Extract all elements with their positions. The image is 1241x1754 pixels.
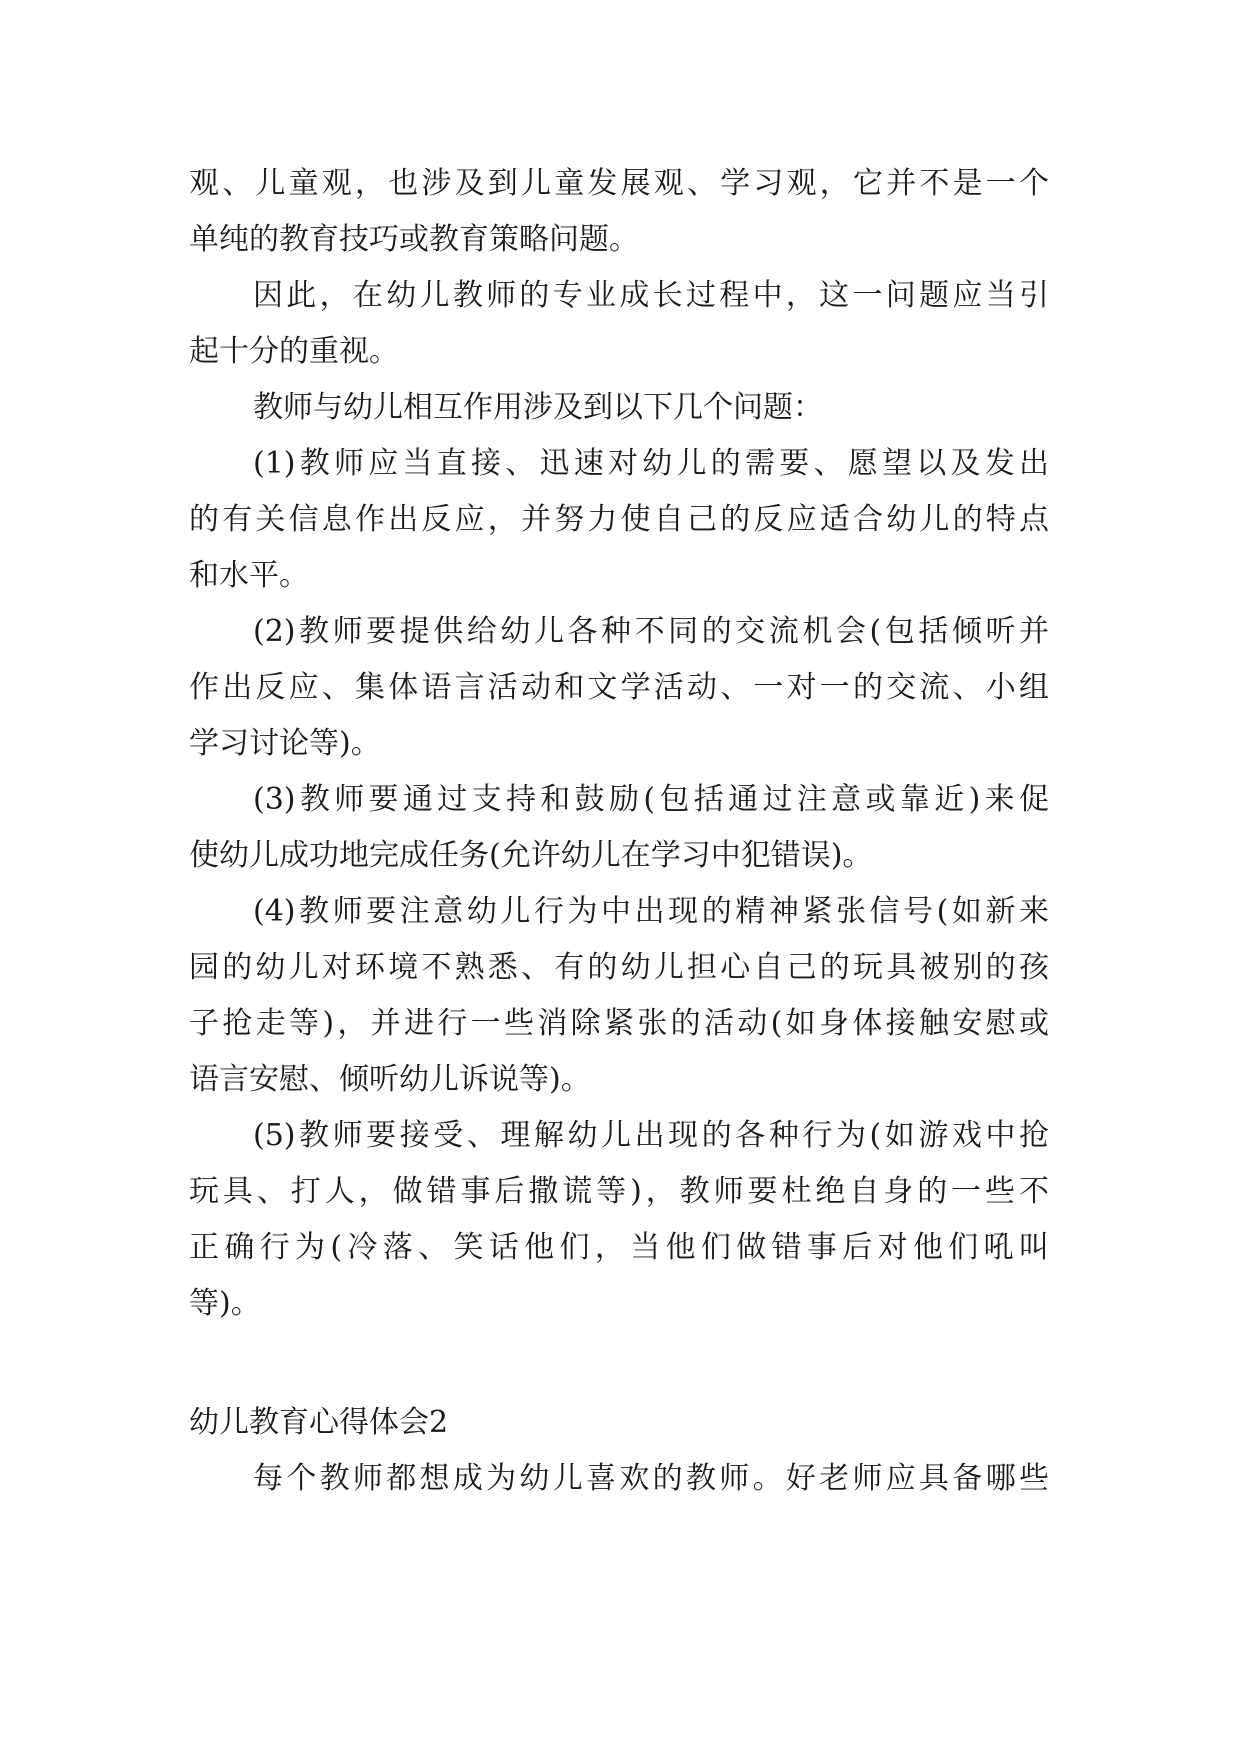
body-text-line: 的有关信息作出反应，并努力使自己的反应适合幼儿的特点	[189, 502, 1049, 537]
body-text-line: 教师与幼儿相互作用涉及到以下几个问题：	[253, 390, 823, 425]
body-text-line: 玩具、打人，做错事后撒谎等)，教师要杜绝自身的一些不	[189, 1174, 1049, 1209]
body-text-line: (5)教师要接受、理解幼儿出现的各种行为(如游戏中抢	[253, 1118, 1049, 1153]
body-text-line: 学习讨论等)。	[189, 726, 381, 761]
body-text-line: (2)教师要提供给幼儿各种不同的交流机会(包括倾听并	[253, 614, 1049, 649]
body-text-line: 和水平。	[189, 558, 309, 593]
section-heading: 幼儿教育心得体会2	[189, 1405, 449, 1440]
body-text-line: 因此，在幼儿教师的专业成长过程中，这一问题应当引	[253, 278, 1049, 313]
body-text-line: 等)。	[189, 1286, 261, 1321]
body-text-line: 园的幼儿对环境不熟悉、有的幼儿担心自己的玩具被别的孩	[189, 950, 1049, 985]
body-text-line: 子抢走等)，并进行一些消除紧张的活动(如身体接触安慰或	[189, 1006, 1049, 1041]
body-text-line: 正确行为(冷落、笑话他们，当他们做错事后对他们吼叫	[189, 1230, 1049, 1265]
body-text-line: (3)教师要通过支持和鼓励(包括通过注意或靠近)来促	[253, 782, 1049, 817]
body-text-line: (4)教师要注意幼儿行为中出现的精神紧张信号(如新来	[253, 894, 1049, 929]
body-text-line: 使幼儿成功地完成任务(允许幼儿在学习中犯错误)。	[189, 838, 873, 873]
body-text-line: 作出反应、集体语言活动和文学活动、一对一的交流、小组	[189, 670, 1049, 705]
body-text-line: 起十分的重视。	[189, 334, 399, 369]
body-text-line: 观、儿童观，也涉及到儿童发展观、学习观，它并不是一个	[189, 166, 1049, 201]
body-text-line: 语言安慰、倾听幼儿诉说等)。	[189, 1062, 591, 1097]
body-text-line: 每个教师都想成为幼儿喜欢的教师。好老师应具备哪些	[253, 1461, 1049, 1496]
body-text-line: (1)教师应当直接、迅速对幼儿的需要、愿望以及发出	[253, 446, 1049, 481]
body-text-line: 单纯的教育技巧或教育策略问题。	[189, 222, 639, 257]
